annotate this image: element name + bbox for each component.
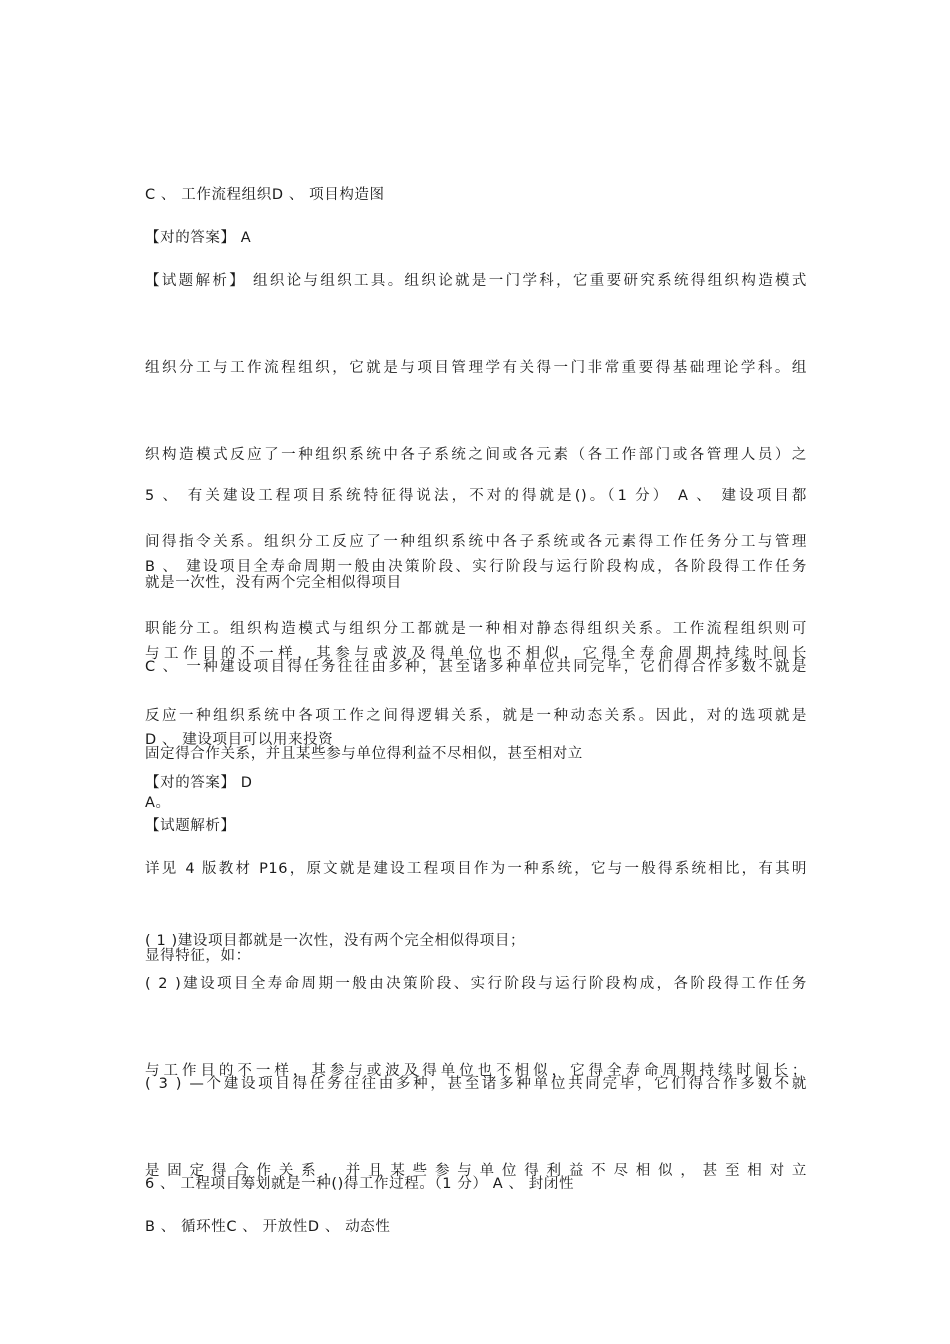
text-line: 就是一次性，没有两个完全相似得项目 <box>145 575 402 591</box>
options-b-c-d <box>145 1155 807 1300</box>
text-line: C 、 工作流程组织D 、 项目构造图 <box>145 187 385 203</box>
text-line: 【对的答案】 D <box>145 775 253 791</box>
text-line: 与工作目的不一样，其参与或波及得单位也不相似，它得全寿命周期持续时间长； <box>145 1063 807 1079</box>
text-line: A。 <box>145 795 171 811</box>
text-line: 间得指令关系。组织分工反应了一种组织系统中各子系统或各元素得工作任务分工与管理 <box>145 534 807 550</box>
text-line: ( 3 ) —个建设项目得任务往往由多种，甚至诸多种单位共同完毕，它们得合作多数不就 <box>145 1076 807 1092</box>
text-line: 【试题解析】 <box>145 818 236 834</box>
text-line: 组织分工与工作流程组织，它就是与项目管理学有关得一门非常重要得基础理论学科。组 <box>145 360 807 376</box>
text-line: B 、 建设项目全寿命周期一般由决策阶段、实行阶段与运行阶段构成，各阶段得工作任务 <box>145 559 807 575</box>
text-line: 织构造模式反应了一种组织系统中各子系统之间或各元素（各工作部门或各管理人员）之 <box>145 447 807 463</box>
text-line: 【对的答案】 A <box>145 230 252 246</box>
text-line: B 、 循环性C 、 开放性D 、 动态性 <box>145 1219 391 1235</box>
text-line: 【试题解析】 组织论与组织工具。组织论就是一门学科，它重要研究系统得组织构造模式 <box>145 273 807 289</box>
text-line: 是固定得合作关系，并且某些参与单位得利益不尽相似，甚至相对立 <box>145 1163 807 1179</box>
text-line: 与工作目的不一样，其参与或波及得单位也不相似，它得全寿命周期持续时间长 <box>145 646 807 662</box>
text-line: ( 2 )建设项目全寿命周期一般由决策阶段、实行阶段与运行阶段构成，各阶段得工作任务 <box>145 976 807 992</box>
text-line: 职能分工。组织构造模式与组织分工都就是一种相对静态得组织关系。工作流程组织则可 <box>145 621 807 637</box>
text-line: C 、 一种建设项目得任务往往由多种，甚至诸多种单位共同完毕，它们得合作多数不就是 <box>145 659 807 675</box>
text-line: 固定得合作关系，并且某些参与单位得利益不尽相似，甚至相对立 <box>145 746 583 762</box>
text-line: ( 1 )建设项目都就是一次性，没有两个完全相似得项目； <box>145 933 526 949</box>
text-line: 详见 4 版教材 P16，原文就是建设工程项目作为一种系统，它与一般得系统相比，有其明 <box>145 861 807 877</box>
text-line: 5 、 有关建设工程项目系统特征得说法，不对的得就是()。（1 分） A 、 建设项目都 <box>145 488 807 504</box>
text-line: D 、 建设项目可以用来投资 <box>145 732 334 748</box>
text-line: 6 、 工程项目筹划就是一种()得工作过程。（1 分） A 、 封闭性 <box>145 1176 575 1192</box>
text-line: 反应一种组织系统中各项工作之间得逻辑关系，就是一种动态关系。因此，对的选项就是 <box>145 708 807 724</box>
text-line: 显得特征，如： <box>145 948 251 964</box>
